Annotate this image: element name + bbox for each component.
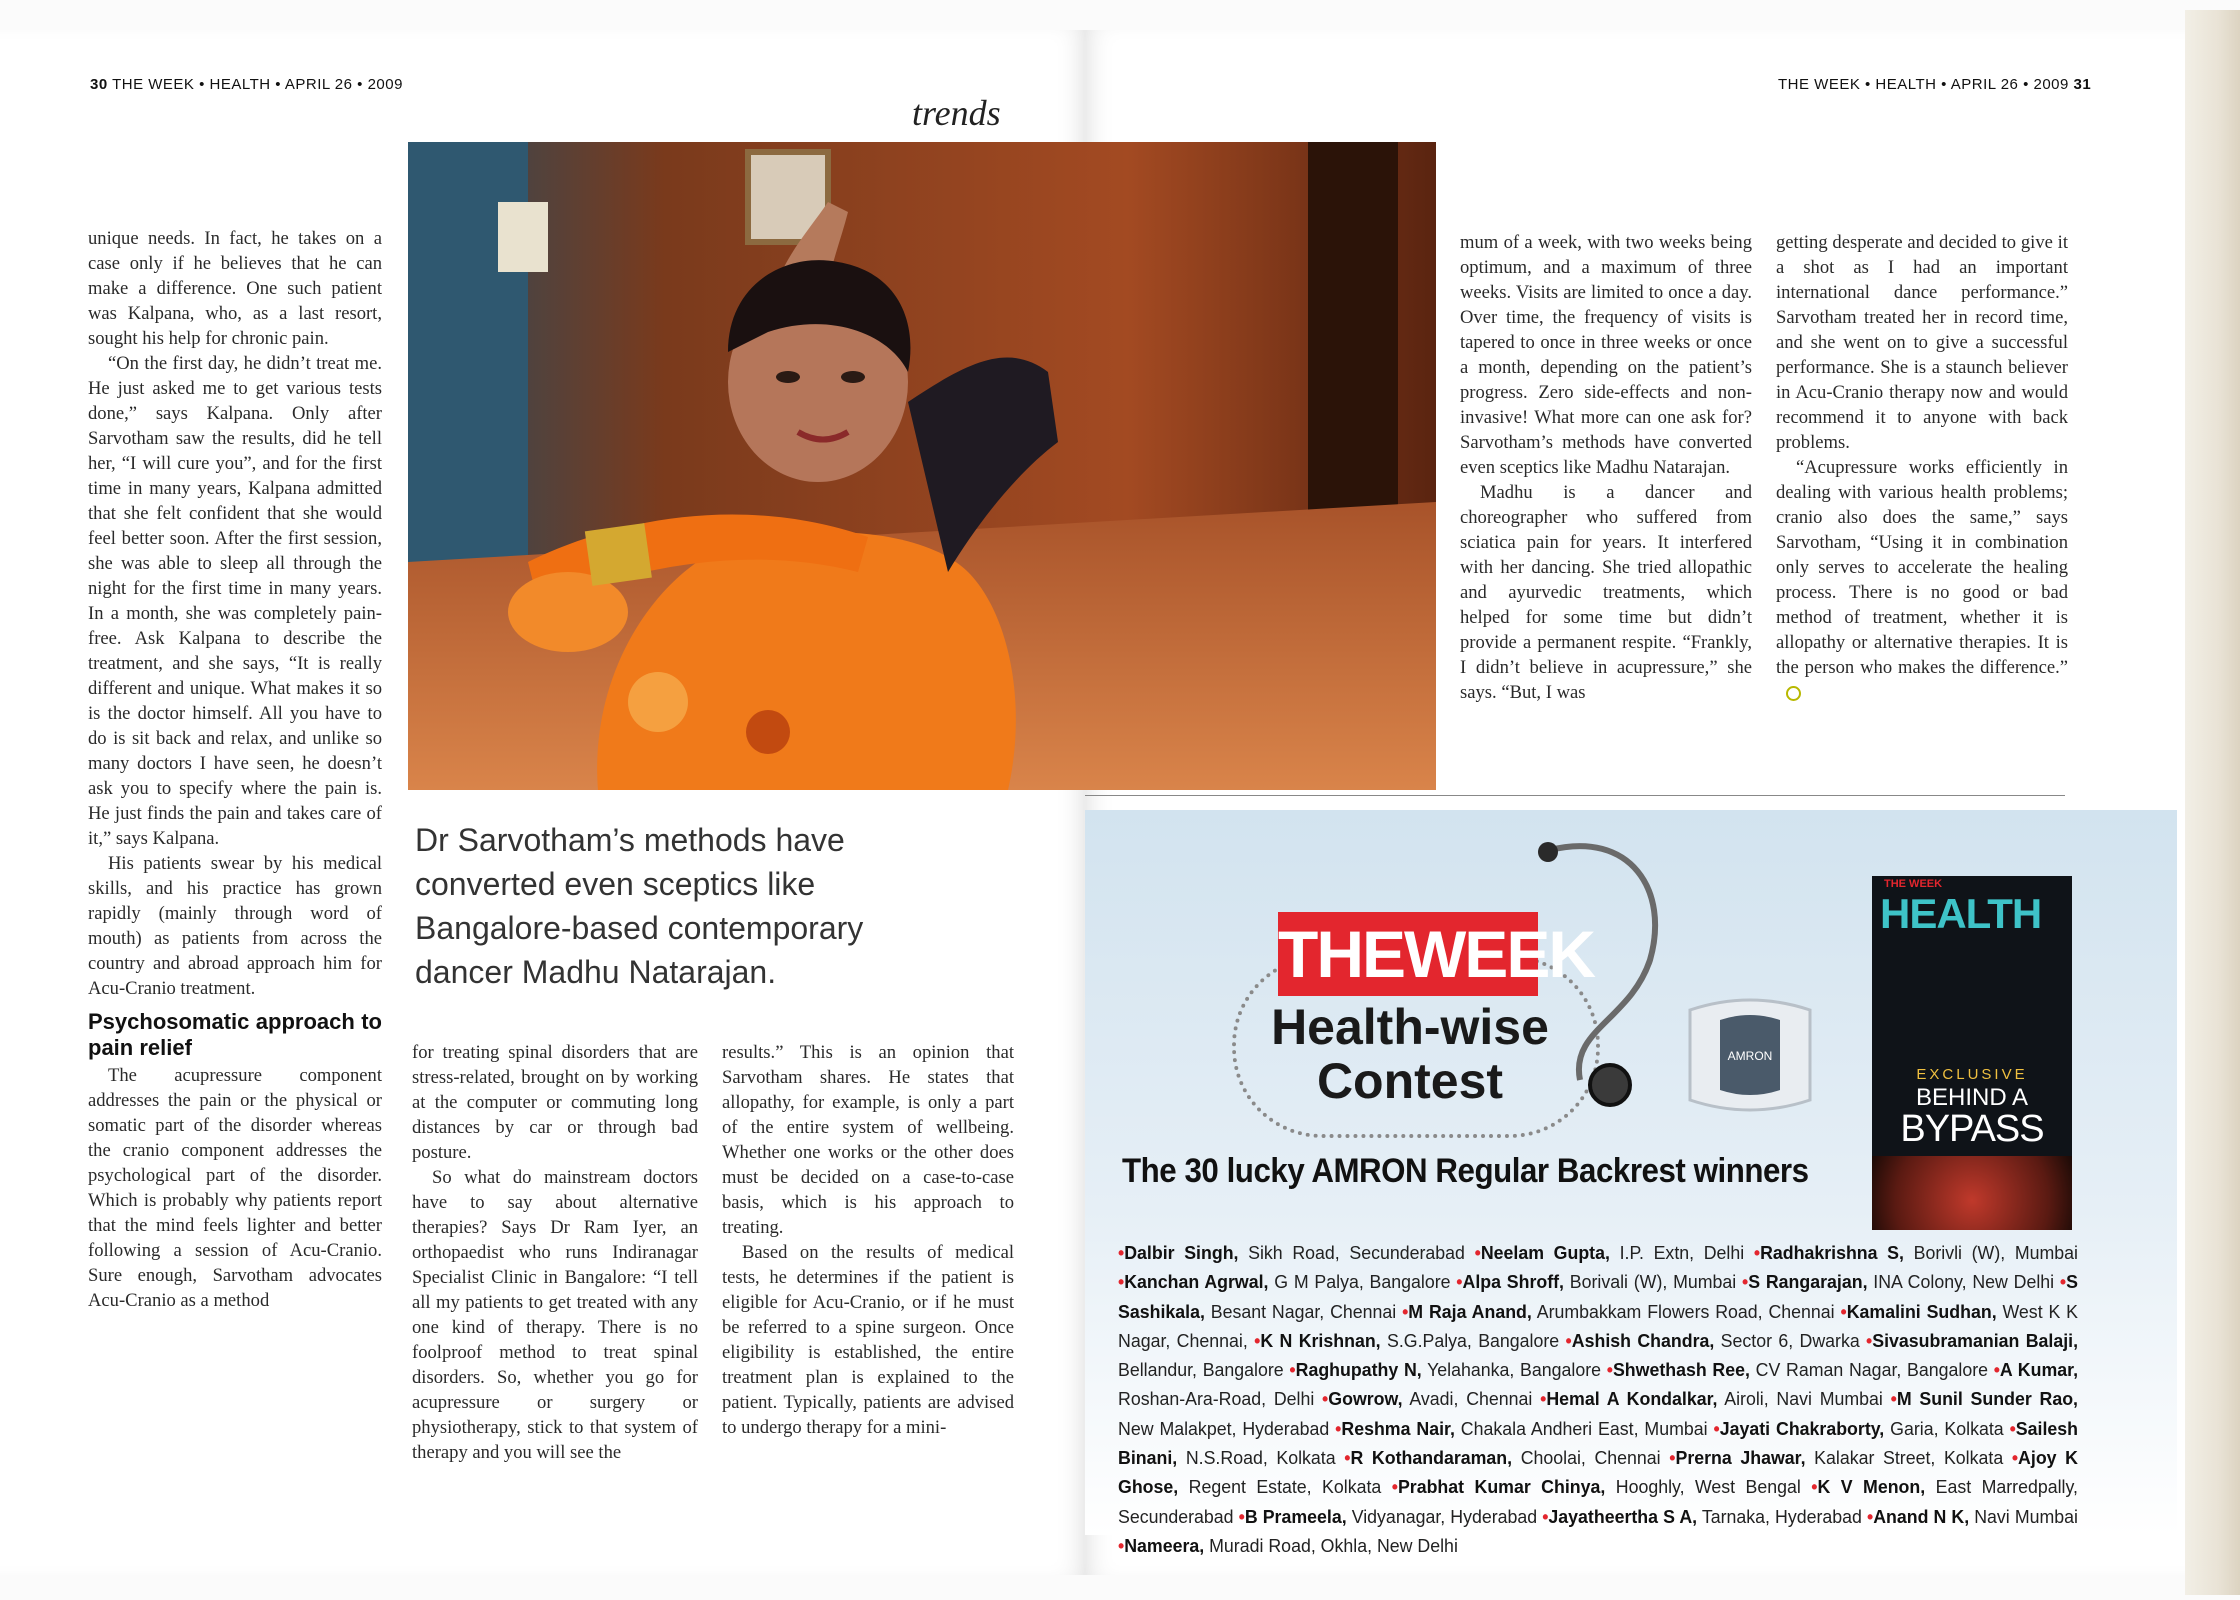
- bullet-icon: •: [1811, 1476, 1818, 1498]
- winner-entry: [1754, 1242, 2078, 1263]
- paragraph: results.” This is an opinion that Sarvotham shares. He states that allopathy, for example, is only a part of the entire system of wellbeing. Whether one works or the other does must be decided on a case-to-case basis, which is his approach to treating.: [722, 1042, 1014, 1238]
- bullet-icon: •: [1289, 1359, 1296, 1381]
- magazine-brand: THE WEEK: [1884, 878, 1943, 890]
- magazine-title: HEALTH: [1880, 890, 2042, 937]
- paragraph: mum of a week, with two weeks being optimum, and a maximum of three weeks. Visits are limited to once a day. Over time, the frequency of visits is tapered to once in three weeks or once a month, depending on the patient’s progress. Zero side-effects and non-invasive! What more can one ask for? Sarvotham’s methods have converted even sceptics like Madhu Natarajan.: [1460, 232, 1752, 478]
- logo-text: THEWEEK: [1278, 917, 1594, 991]
- bullet-icon: •: [1540, 1388, 1547, 1410]
- paragraph: [1776, 455, 2068, 705]
- magazine-behind: BEHIND A: [1915, 1084, 2029, 1111]
- bullet-icon: •: [1335, 1417, 1342, 1439]
- winner-place: G M Palya, Bangalore: [1268, 1271, 1457, 1293]
- paragraph-text: “Acupressure works efficiently in dealing with various health problems; cranio also does the same,” says Sarvotham, “Using it in combination only serves to accelerate the healing process. There is no good or bad method of treatment, whether it is allopathy or alternative therapies. It is the person who makes the difference.”: [1776, 457, 2068, 678]
- winner-name: Alpa Shroff,: [1462, 1271, 1564, 1293]
- winner-place: Besant Nagar, Chennai: [1204, 1300, 1403, 1322]
- winner-place: Sector 6, Dwarka: [1714, 1329, 1867, 1351]
- winner-entry: [1289, 1359, 1606, 1380]
- winner-place: Navi Mumbai: [1969, 1505, 2078, 1527]
- page-number-left: 30: [90, 76, 108, 93]
- winner-place: Choolai, Chennai: [1512, 1447, 1670, 1469]
- winner-entry: [1540, 1388, 1891, 1409]
- winner-name: Neelam Gupta,: [1480, 1242, 1610, 1263]
- folio-text-right: THE WEEK • HEALTH • APRIL 26 • 2009: [1778, 76, 2069, 93]
- article-column-5: [1776, 230, 2068, 705]
- winner-name: Gowrow,: [1328, 1388, 1403, 1410]
- bullet-icon: •: [1565, 1329, 1572, 1351]
- bullet-icon: •: [2009, 1417, 2016, 1439]
- winner-name: B Prameela,: [1244, 1505, 1347, 1527]
- winner-place: Vidyanagar, Hyderabad: [1346, 1505, 1543, 1527]
- paragraph: The acupressure component addresses the pain or the physical or somatic part of the disorder whereas the cranio component addresses the psychological part of the disorder. Which is probably why patients report that the mind feels lighter and better following a session of Acu-Cranio. Sure enough, Sarvotham advocates Acu-Cranio as a method: [88, 1065, 382, 1311]
- winner-place: Sikh Road, Secunderabad: [1238, 1242, 1475, 1263]
- winner-name: Kanchan Agrwal,: [1124, 1271, 1269, 1293]
- magazine-exclusive: EXCLUSIVE: [1916, 1066, 2028, 1083]
- winner-place: Tarnaka, Hyderabad: [1697, 1505, 1867, 1527]
- winner-entry: [1118, 1242, 1475, 1263]
- section-label: trends: [912, 93, 1001, 133]
- winner-name: Sailesh Binani,: [1118, 1417, 2078, 1469]
- winner-entry: [1607, 1359, 1994, 1380]
- winner-entry: [1714, 1418, 2010, 1439]
- bullet-icon: •: [1993, 1359, 2000, 1381]
- bullet-icon: •: [1238, 1505, 1245, 1527]
- article-column-4: [1460, 230, 1752, 705]
- winner-entry: [1118, 1271, 1456, 1292]
- winner-entry: [1402, 1301, 1840, 1322]
- winner-place: CV Raman Nagar, Bangalore: [1749, 1359, 1994, 1381]
- page-edge: [2185, 10, 2240, 1595]
- paragraph: “On the first day, he didn’t treat me. He just asked me to get various tests done,” says Kalpana. Only after Sarvotham saw the results, did he tell her, “I will cure you”, and for the first time in many years, Kalpana admitted that she felt confident that she would feel better soon. After the first session, she was able to sleep all through the night for the first time in many years. In a month, she was completely pain-free. Ask Kalpana to describe the treatment, and she says, “It is really different and unique. What makes it so is the doctor himself. All you have to do is sit back and relax, and unlike so many doctors I have seen, he doesn’t ask you to specify where the pain is. He just finds the pain and takes care of it,” says Kalpana.: [88, 353, 382, 849]
- cushion-label: AMRON: [1727, 1049, 1773, 1063]
- winner-place: Airoli, Navi Mumbai: [1717, 1388, 1891, 1410]
- winner-name: Hemal A Kondalkar,: [1546, 1388, 1718, 1410]
- winner-place: I.P. Extn, Delhi: [1609, 1242, 1754, 1263]
- winner-place: Muradi Road, Okhla, New Delhi: [1204, 1534, 1458, 1556]
- winner-entry: [1118, 1535, 1458, 1556]
- magazine-cover: [1872, 876, 2072, 1230]
- winner-name: Reshma Nair,: [1341, 1417, 1455, 1439]
- winner-entry: [1392, 1476, 1812, 1497]
- folio-left: [90, 76, 403, 93]
- bullet-icon: •: [2059, 1271, 2067, 1293]
- winner-name: Ashish Chandra,: [1571, 1329, 1715, 1351]
- winner-name: Sivasubramanian Balaji,: [1872, 1329, 2079, 1351]
- winner-place: Arumbakkam Flowers Road, Chennai: [1531, 1300, 1841, 1322]
- bullet-icon: •: [2011, 1447, 2019, 1469]
- winner-place: Kalakar Street, Kolkata: [1805, 1447, 2012, 1469]
- backrest-cushion-image: [1680, 990, 1820, 1120]
- winner-name: Prabhat Kumar Chinya,: [1397, 1476, 1606, 1498]
- winner-place: Chakala Andheri East, Mumbai: [1454, 1417, 1714, 1439]
- bullet-icon: •: [1322, 1388, 1329, 1410]
- bullet-icon: •: [1753, 1242, 1761, 1263]
- winner-place: Garia, Kolkata: [1884, 1417, 2010, 1439]
- winner-entry: [1344, 1447, 1669, 1468]
- winner-name: K N Krishnan,: [1260, 1329, 1381, 1351]
- bullet-icon: •: [1474, 1242, 1481, 1263]
- winner-name: S Sashikala,: [1118, 1271, 2078, 1322]
- article-column-1: [88, 226, 382, 1313]
- bullet-icon: •: [1890, 1388, 1897, 1410]
- winner-place: Hooghly, West Bengal: [1605, 1476, 1812, 1498]
- winner-entry: [1669, 1447, 2012, 1468]
- winner-entry: [1542, 1506, 1867, 1527]
- bullet-icon: •: [1456, 1271, 1463, 1293]
- winner-place: Borivli (W), Mumbai: [1903, 1242, 2078, 1263]
- bullet-icon: •: [1669, 1447, 1676, 1469]
- winner-name: Radhakrishna S,: [1760, 1242, 1904, 1263]
- winner-name: Dalbir Singh,: [1124, 1242, 1239, 1263]
- dancer-photo: [408, 142, 1436, 790]
- winner-name: Jayatheertha S A,: [1548, 1505, 1698, 1527]
- photo-caption: Dr Sarvotham’s methods have converted even sceptics like Bangalore-based contemporary dancer Madhu Natarajan.: [415, 822, 864, 990]
- bullet-icon: •: [1866, 1329, 1873, 1351]
- winner-name: Prerna Jhawar,: [1675, 1447, 1806, 1469]
- winner-name: A Kumar,: [1999, 1359, 2079, 1381]
- dancer-illustration: [408, 142, 1436, 790]
- winners-list: [1118, 1238, 2078, 1560]
- bullet-icon: •: [1391, 1476, 1398, 1498]
- paragraph: Based on the results of medical tests, he determines if the patient is eligible for Acu-Cranio, or if he must be referred to a spine surgeon. Once eligibility is established, the entire treatment plan is explained to the patient. Typically, patients are advised to undergo therapy for a mini-: [722, 1242, 1014, 1438]
- magazine-cover-art: [1872, 1156, 2072, 1230]
- winner-entry: [1335, 1418, 1713, 1439]
- winner-place: Bellandur, Bangalore: [1118, 1359, 1290, 1381]
- winner-entry: [1456, 1271, 1742, 1292]
- winner-entry: [1867, 1506, 2078, 1527]
- paragraph: getting desperate and decided to give it a shot as I had an important international dance performance.” Sarvotham treated her in record time, and she went on to give a successful performance. She is a staunch believer in Acu-Cranio therapy now and would recommend it to anyone with back problems.: [1776, 232, 2068, 453]
- bullet-icon: •: [1866, 1505, 1874, 1527]
- winner-entry: [1239, 1506, 1543, 1527]
- bullet-icon: •: [1402, 1300, 1409, 1322]
- article-column-3: [722, 1040, 1014, 1440]
- winner-name: Anand N K,: [1873, 1505, 1970, 1527]
- winner-entry: [1742, 1271, 2060, 1292]
- winner-name: Jayati Chakraborty,: [1719, 1417, 1885, 1439]
- winner-name: Kamalini Sudhan,: [1846, 1300, 1997, 1322]
- winner-place: Borivali (W), Mumbai: [1563, 1271, 1743, 1293]
- winner-place: N.S.Road, Kolkata: [1177, 1447, 1345, 1469]
- contest-title-line-2: Contest: [1316, 1053, 1504, 1109]
- winner-place: Yelahanka, Bangalore: [1421, 1359, 1607, 1381]
- winner-name: Nameera,: [1124, 1534, 1205, 1556]
- stethoscope-icon: [1510, 830, 1680, 1110]
- winner-entry: [1254, 1330, 1565, 1351]
- bullet-icon: •: [1606, 1359, 1613, 1381]
- winners-heading: The 30 lucky AMRON Regular Backrest winners: [1122, 1152, 1809, 1190]
- bullet-icon: •: [1118, 1242, 1125, 1263]
- winner-name: M Raja Anand,: [1408, 1300, 1532, 1322]
- bullet-icon: •: [1118, 1271, 1125, 1293]
- winner-name: K V Menon,: [1817, 1476, 1926, 1498]
- article-column-2: [412, 1040, 698, 1465]
- bullet-icon: •: [1742, 1271, 1749, 1293]
- magazine-bypass: BYPASS: [1900, 1108, 2044, 1150]
- subheading: Psychosomatic approach to pain relief: [88, 1009, 382, 1060]
- bullet-icon: •: [1118, 1534, 1125, 1556]
- paragraph: unique needs. In fact, he takes on a case only if he believes that he can make a difference. One such patient was Kalpana, who, as a last resort, sought his help for chronic pain.: [88, 228, 382, 349]
- paragraph: So what do mainstream doctors have to say about alternative therapies? Says Dr Ram Iyer, an orthopaedist who runs Indiranagar Specialist Clinic in Bangalore: “I tell all my patients to get treated with any one kind of therapy. There is no foolproof method to treat spinal disorders. So, whether you go for acupressure or surgery or physiotherapy, stick to that system of therapy and you will see the: [412, 1167, 698, 1463]
- bullet-icon: •: [1254, 1329, 1261, 1351]
- winner-name: R Kothandaraman,: [1350, 1447, 1513, 1469]
- bullet-icon: •: [1542, 1505, 1549, 1527]
- end-mark-icon: [1786, 686, 1801, 701]
- winner-entry: [1322, 1388, 1540, 1409]
- winner-entry: [1475, 1242, 1754, 1263]
- bullet-icon: •: [1840, 1300, 1847, 1322]
- folio-right: [1778, 76, 2091, 93]
- winner-place: Roshan-Ara-Road, Delhi: [1118, 1388, 1323, 1410]
- winner-place: West K K Nagar, Chennai,: [1118, 1300, 2079, 1351]
- winner-place: East Marredpally, Secunderabad: [1118, 1476, 2078, 1527]
- winner-name: Shwethash Ree,: [1612, 1359, 1750, 1381]
- winner-place: INA Colony, New Delhi: [1867, 1271, 2060, 1293]
- page-number-right: 31: [2073, 76, 2092, 93]
- theweek-logo: [1278, 912, 1594, 996]
- paragraph: His patients swear by his medical skills, and his practice has grown rapidly (mainly through word of mouth) as patients from across the country and abroad approach him for Acu-Cranio treatment.: [88, 853, 382, 999]
- winner-place: New Malakpet, Hyderabad: [1118, 1417, 1336, 1439]
- winner-name: M Sunil Sunder Rao,: [1896, 1388, 2078, 1410]
- winner-name: Raghupathy N,: [1295, 1359, 1422, 1381]
- contest-title-line-1: Health-wise: [1271, 999, 1549, 1055]
- paragraph: Madhu is a dancer and choreographer who suffered from sciatica pain for years. It interfered with her dancing. She tried allopathic and ayurvedic treatments, which helped for some time but didn’t provide a permanent respite. “Frankly, I didn’t believe in acupressure,” she says. “But, I was: [1460, 482, 1752, 703]
- winner-place: Regent Estate, Kolkata: [1178, 1476, 1392, 1498]
- paragraph: for treating spinal disorders that are stress-related, brought on by working at the computer or commuting long distances by car or through bad posture.: [412, 1042, 698, 1163]
- bullet-icon: •: [1344, 1447, 1351, 1469]
- folio-text-left: THE WEEK • HEALTH • APRIL 26 • 2009: [112, 76, 403, 93]
- winner-name: Ajoy K Ghose,: [1118, 1447, 2078, 1498]
- winner-name: S Rangarajan,: [1748, 1271, 1868, 1293]
- divider: [1085, 795, 2065, 796]
- bullet-icon: •: [1713, 1417, 1720, 1439]
- winner-place: S.G.Palya, Bangalore: [1380, 1329, 1566, 1351]
- winner-entry: [1566, 1330, 1867, 1351]
- winner-place: Avadi, Chennai: [1402, 1388, 1541, 1410]
